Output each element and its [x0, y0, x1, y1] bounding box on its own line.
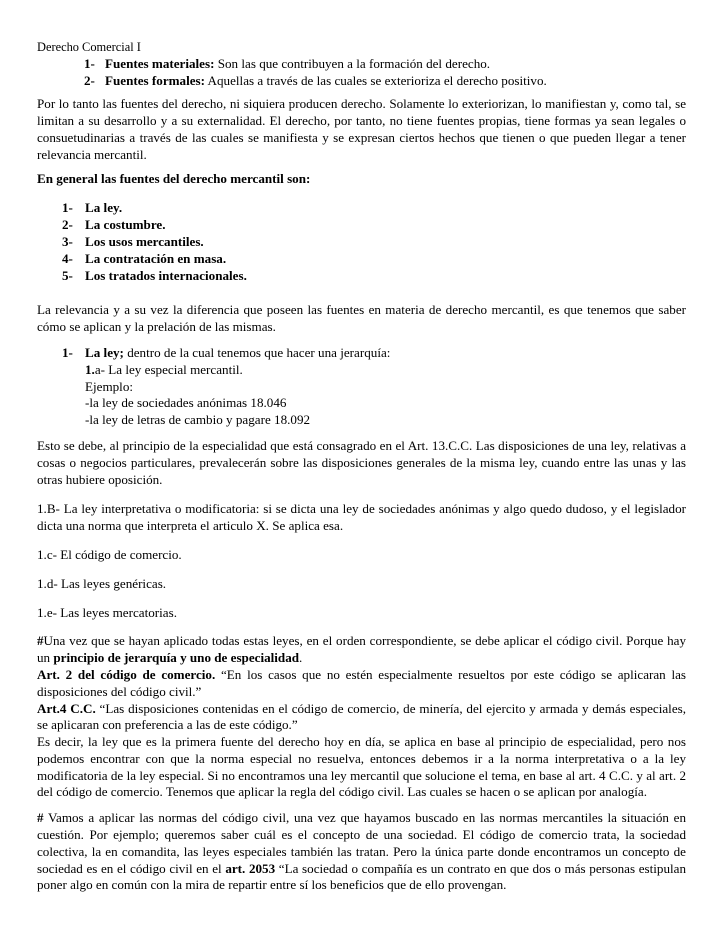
- paragraph: [37, 633, 686, 667]
- paragraph: [37, 810, 686, 894]
- list-number: 2-: [84, 72, 95, 88]
- paragraph: 1.d- Las leyes genéricas.: [37, 575, 167, 591]
- fuente-desc: Son las que contribuyen a la formación del derecho.: [214, 55, 491, 71]
- hash-mark: #: [37, 633, 44, 649]
- list-item: [37, 268, 686, 285]
- paragraph: 1.e- Las leyes mercatorias.: [37, 604, 177, 620]
- list-item: [37, 345, 686, 362]
- article-text: “Las disposiciones contenidas en el código de comercio, de minería, del ejercito y armada y demás especiales, se aplicaran con preferencia a las de este código.”: [37, 700, 686, 733]
- paragraph: 1.B- La ley interpretativa o modificatoria: si se dicta una ley de sociedades anónimas y algo quedo dudoso, y el legislador dicta una norma que interpreta el articulo X. Se aplica esa.: [37, 501, 686, 534]
- para-bold: principio de jerarquía y uno de especialidad: [53, 650, 300, 666]
- paragraph: Es decir, la ley que es la primera fuente del derecho hoy en día, se aplica en base al principio de especialidad, pero nos podemos encontrar con que la norma especial no resuelva, entonces debemos ir a la norma interpretativa o a la ley modificatoria de la ley especial. Si no encontramos una ley mercantil que solucione el tema, en base al art. 4 C.C. y al art. 2 del código de comercio. Tenemos que aplicar la regla del código civil. Las cuales se hacen o se aplican por analogía.: [37, 734, 686, 800]
- list-item: [37, 200, 686, 217]
- ley-section: [37, 345, 686, 429]
- para-text: Una vez que se hayan aplicado todas estas leyes, en el orden correspondiente, se debe aplicar el código civil. Porque hay un: [37, 633, 686, 666]
- document-header: Derecho Comercial I: [37, 40, 141, 54]
- para-end: “La sociedad o compañía es un contrato en que dos o más personas estipulan poner algo en común con la mira de repartir entre sí los beneficios que de ello provengan.: [37, 860, 686, 893]
- list-label: La costumbre.: [85, 217, 166, 233]
- ley-label: La ley;: [85, 344, 124, 360]
- fuente-desc: Aquellas a través de las cuales se exterioriza el derecho positivo.: [205, 72, 547, 88]
- list-item: [37, 73, 686, 90]
- para-end: .: [299, 650, 303, 666]
- list-item: [37, 234, 686, 251]
- ley-sub: [37, 362, 686, 379]
- article-quote: [37, 701, 686, 735]
- list-number: 1-: [84, 55, 95, 71]
- fuente-term: Fuentes formales:: [105, 72, 205, 88]
- section-heading: [37, 171, 686, 188]
- list-label: Los usos mercantiles.: [85, 233, 204, 249]
- list-number: 1-: [62, 344, 73, 360]
- document-page: [37, 39, 686, 894]
- heading-text: En general las fuentes del derecho mercantil son:: [37, 170, 311, 186]
- article-label: Art. 2 del código de comercio.: [37, 666, 216, 682]
- sub-text: a- La ley especial mercantil.: [94, 361, 243, 377]
- paragraph: La relevancia y a su vez la diferencia que poseen las fuentes en materia de derecho mercantil, es que tenemos que saber cómo se aplican y la prelación de las mismas.: [37, 302, 686, 335]
- ley-rest: dentro de la cual tenemos que hacer una jerarquía:: [123, 344, 391, 360]
- para-text: Vamos a aplicar las normas del código civil, una vez que hayamos buscado en las normas mercantiles la situación en cuestión. Por ejemplo; queremos saber cuál es el concepto de una sociedad. El código de comercio trata, la sociedad colectiva, la en comandita, las leyes especiales también las tratan. Pero la única parte donde encontramos un concepto de sociedad es en el código civil en el: [37, 810, 686, 876]
- list-item: [37, 251, 686, 268]
- hash-mark: #: [37, 810, 44, 826]
- ejemplo-item: -la ley de letras de cambio y pagare 18.092: [85, 412, 311, 428]
- article-quote: [37, 667, 686, 701]
- list-label: La ley.: [85, 200, 123, 216]
- list-number: 4-: [62, 250, 73, 266]
- fuente-term: Fuentes materiales:: [105, 55, 215, 71]
- list-number: 1-: [62, 200, 73, 216]
- list-item: [37, 56, 686, 73]
- fuentes-types-list: [37, 56, 686, 90]
- article-label: Art.4 C.C.: [37, 700, 96, 716]
- list-number: 3-: [62, 233, 73, 249]
- list-item: [37, 217, 686, 234]
- sub-number: 1.: [85, 361, 95, 377]
- ejemplo-label: Ejemplo:: [85, 378, 134, 394]
- list-label: La contratación en masa.: [85, 250, 227, 266]
- paragraph: Por lo tanto las fuentes del derecho, ni siquiera producen derecho. Solamente lo exteriorizan, lo manifiestan y, como tal, se limitan a su desarrollo y a su externalidad. El derecho, por tanto, no tiene fuentes propias, tiene formas ya sean legales o consuetudinarias a través de las cuales se manifiesta y se expresan ciertos hechos que tienen o que pueden llegar a tener relevancia mercantil.: [37, 96, 686, 162]
- paragraph: 1.c- El código de comercio.: [37, 546, 182, 562]
- ejemplo-item: -la ley de sociedades anónimas 18.046: [85, 395, 287, 411]
- list-label: Los tratados internacionales.: [85, 267, 247, 283]
- list-number: 2-: [62, 217, 73, 233]
- article-text: “En los casos que no estén especialmente resueltos por este código se aplicaran las disposiciones del código civil.”: [37, 666, 687, 699]
- list-number: 5-: [62, 267, 73, 283]
- para-bold: art. 2053: [225, 860, 276, 876]
- paragraph: Esto se debe, al principio de la especialidad que está consagrado en el Art. 13.C.C. Las disposiciones de una ley, relativas a cosas o negocios particulares, prevalecerán sobre las disposiciones generales de la misma ley, cuando entre las unas y las otras hubiere oposición.: [37, 437, 686, 487]
- fuentes-mercantil-list: [37, 200, 686, 284]
